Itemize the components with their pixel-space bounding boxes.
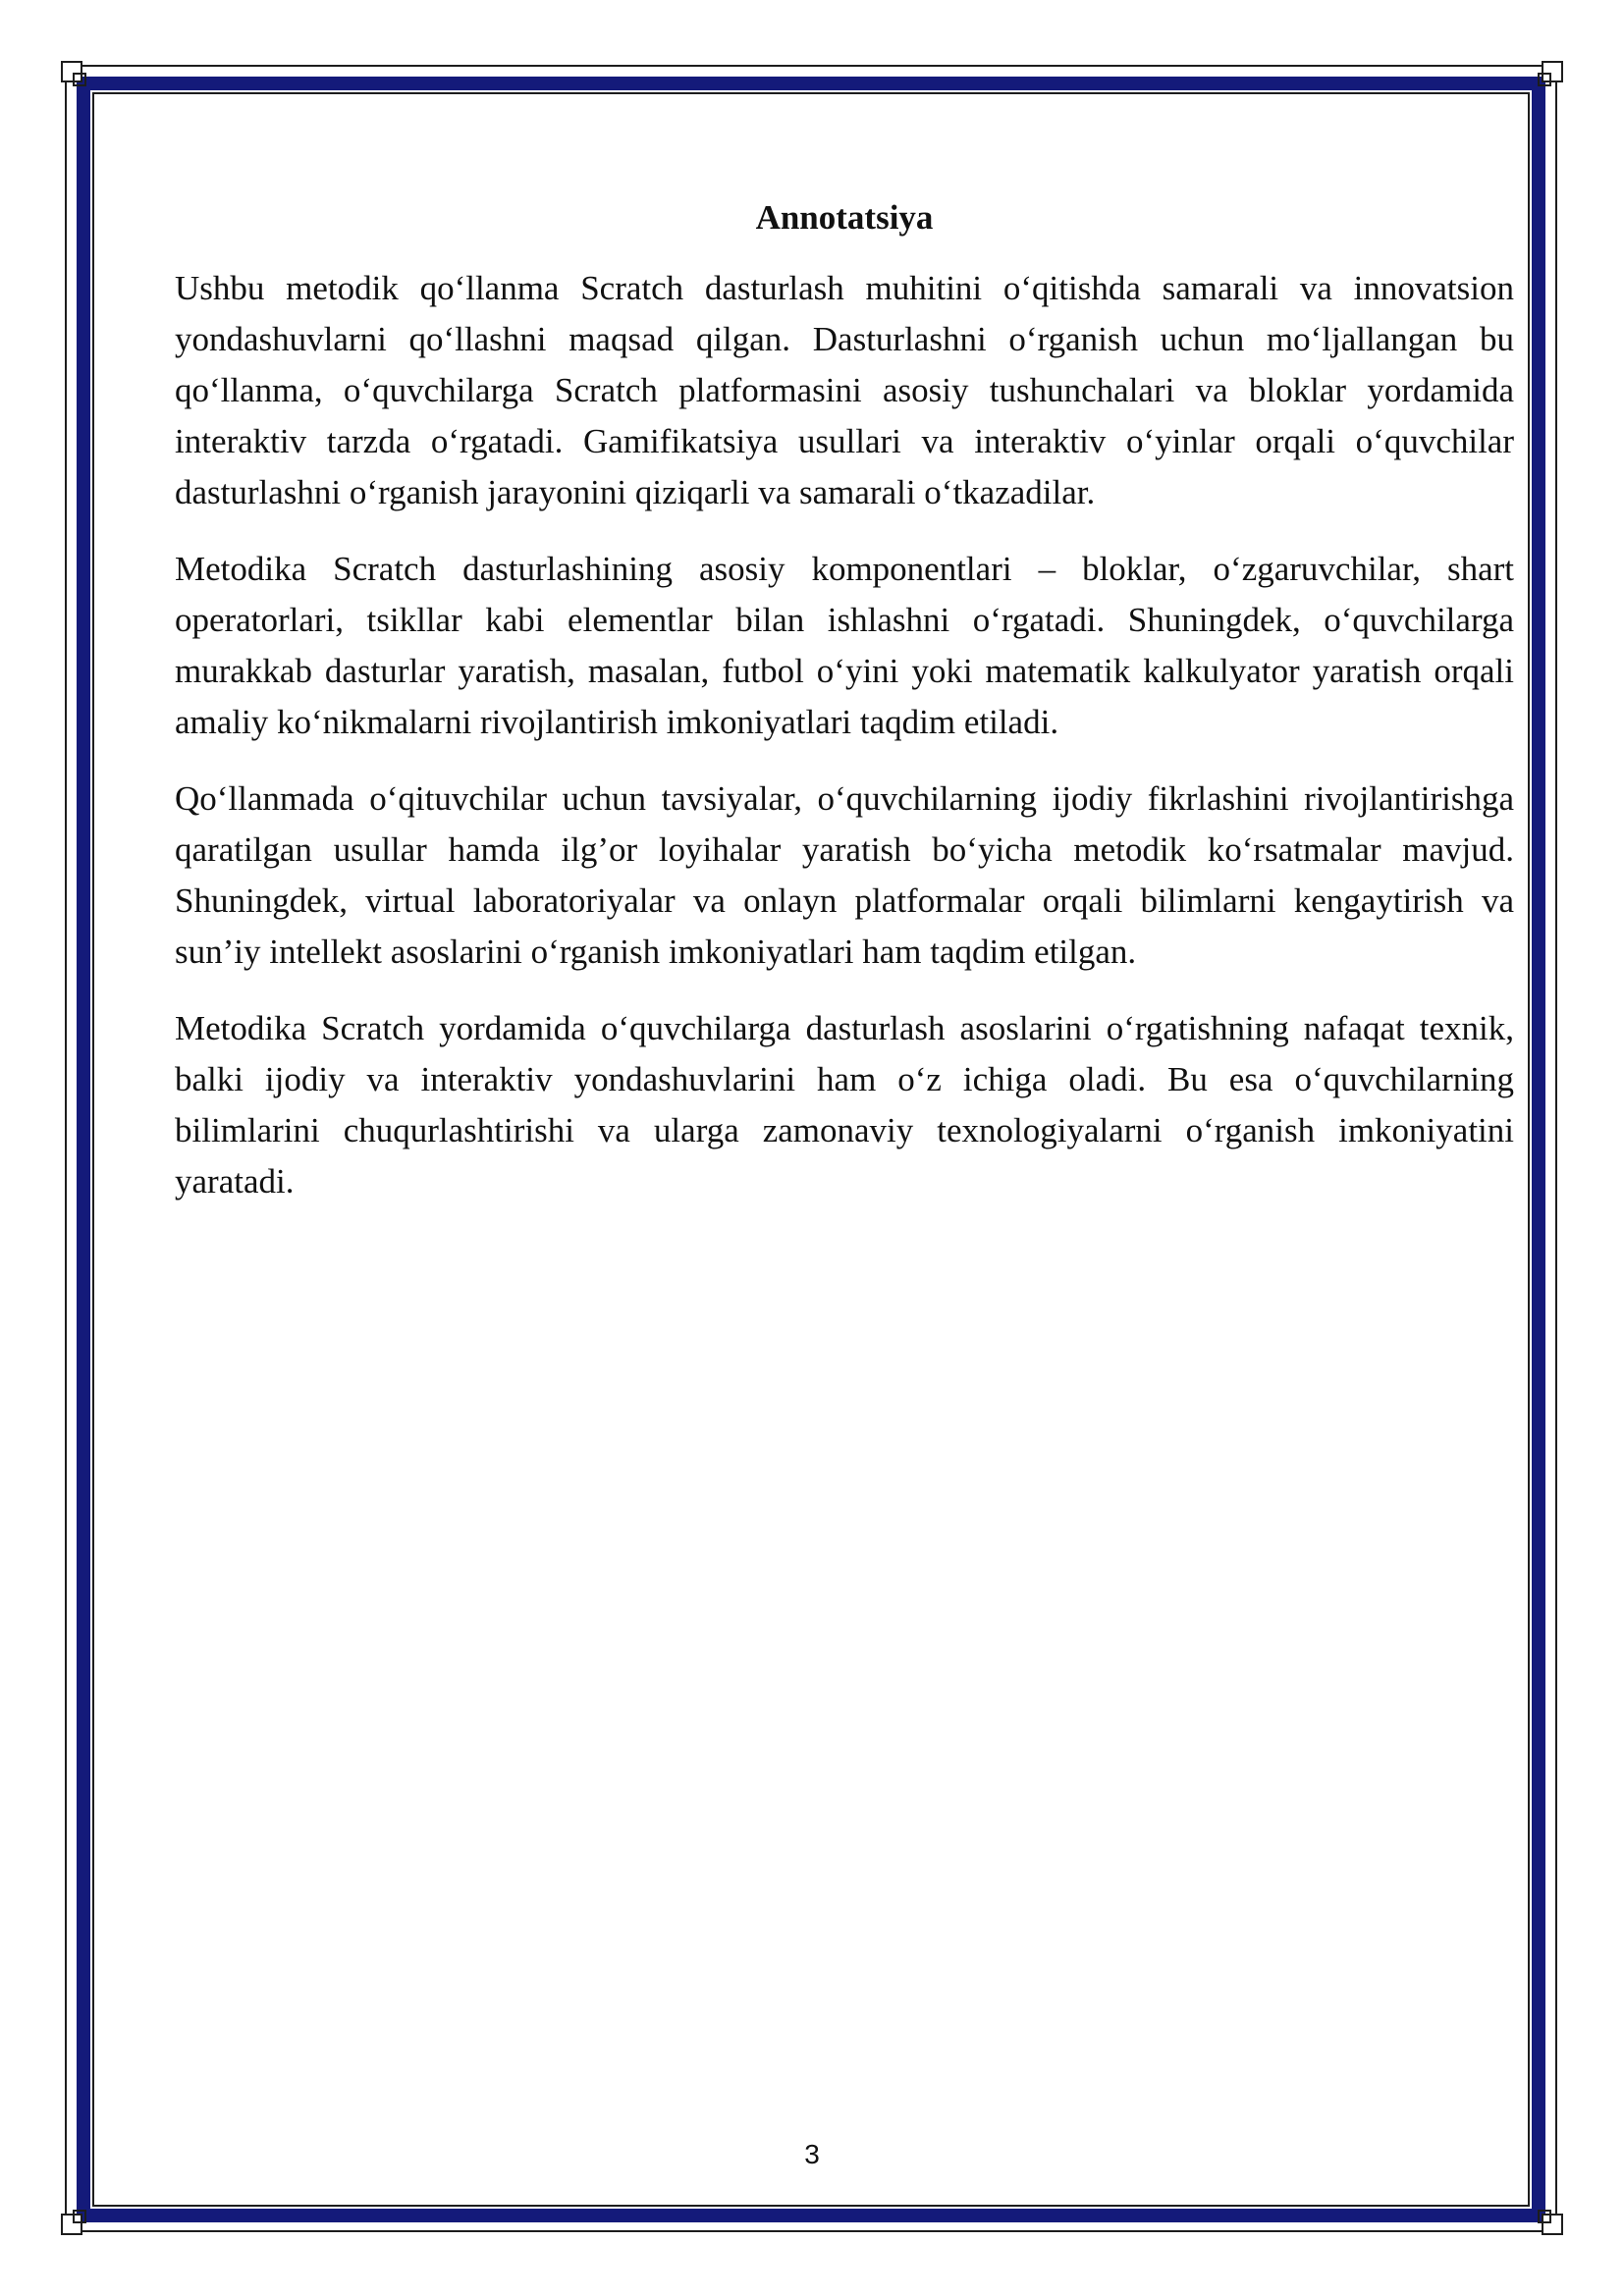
corner-ornament-top-left: [61, 61, 94, 94]
paragraph-2: Metodika Scratch dasturlashining asosiy komponentlari – bloklar, o‘zgaruvchilar, shart operatorlari, tsikllar kabi elementlar bilan ishlashni o‘rgatadi. Shuningdek, o‘quvchilarga murakkab dasturlar yaratish, masalan, futbol o‘yini yoki matematik kalkulyator yaratish orqali amaliy ko‘nikmalarni rivojlantirish imkoniyatlari taqdim etiladi.: [175, 550, 1514, 741]
corner-ornament-top-right: [1530, 61, 1563, 94]
paragraph-1: Ushbu metodik qo‘llanma Scratch dasturlash muhitini o‘qitishda samarali va innovatsion yondashuvlarni qo‘llashni maqsad qilgan. Dasturlashni o‘rganish uchun mo‘ljallangan bu qo‘llanma, o‘quvchilarga Scratch platformasini asosiy tushunchalari va bloklar yordamida interaktiv tarzda o‘rgatadi. Gamifikatsiya usullari va interaktiv o‘yinlar orqali o‘quvchilar dasturlashni o‘rganish jarayonini qiziqarli va samarali o‘tkazadilar.: [175, 269, 1514, 511]
paragraph-3: Qo‘llanmada o‘qituvchilar uchun tavsiyalar, o‘quvchilarning ijodiy fikrlashini rivojlantirishga qaratilgan usullar hamda ilg’or loyihalar yaratish bo‘yicha metodik ko‘rsatmalar mavjud. Shuningdek, virtual laboratoriyalar va onlayn platformalar orqali bilimlarni kengaytirish va sun’iy intellekt asoslarini o‘rganish imkoniyatlari ham taqdim etilgan.: [175, 779, 1514, 971]
paragraph-4: Metodika Scratch yordamida o‘quvchilarga dasturlash asoslarini o‘rgatishning nafaqat texnik, balki ijodiy va interaktiv yondashuvlarini ham o‘z ichiga oladi. Bu esa o‘quvchilarning bilimlarini chuqurlashtirishi va ularga zamonaviy texnologiyalarni o‘rganish imkoniyatini yaratadi.: [175, 1009, 1514, 1201]
page-number: 3: [804, 2139, 820, 2169]
page-title: Annotatsiya: [755, 198, 934, 237]
corner-ornament-bottom-right: [1530, 2202, 1563, 2235]
corner-ornament-bottom-left: [61, 2202, 94, 2235]
page-content: [175, 194, 1514, 1233]
